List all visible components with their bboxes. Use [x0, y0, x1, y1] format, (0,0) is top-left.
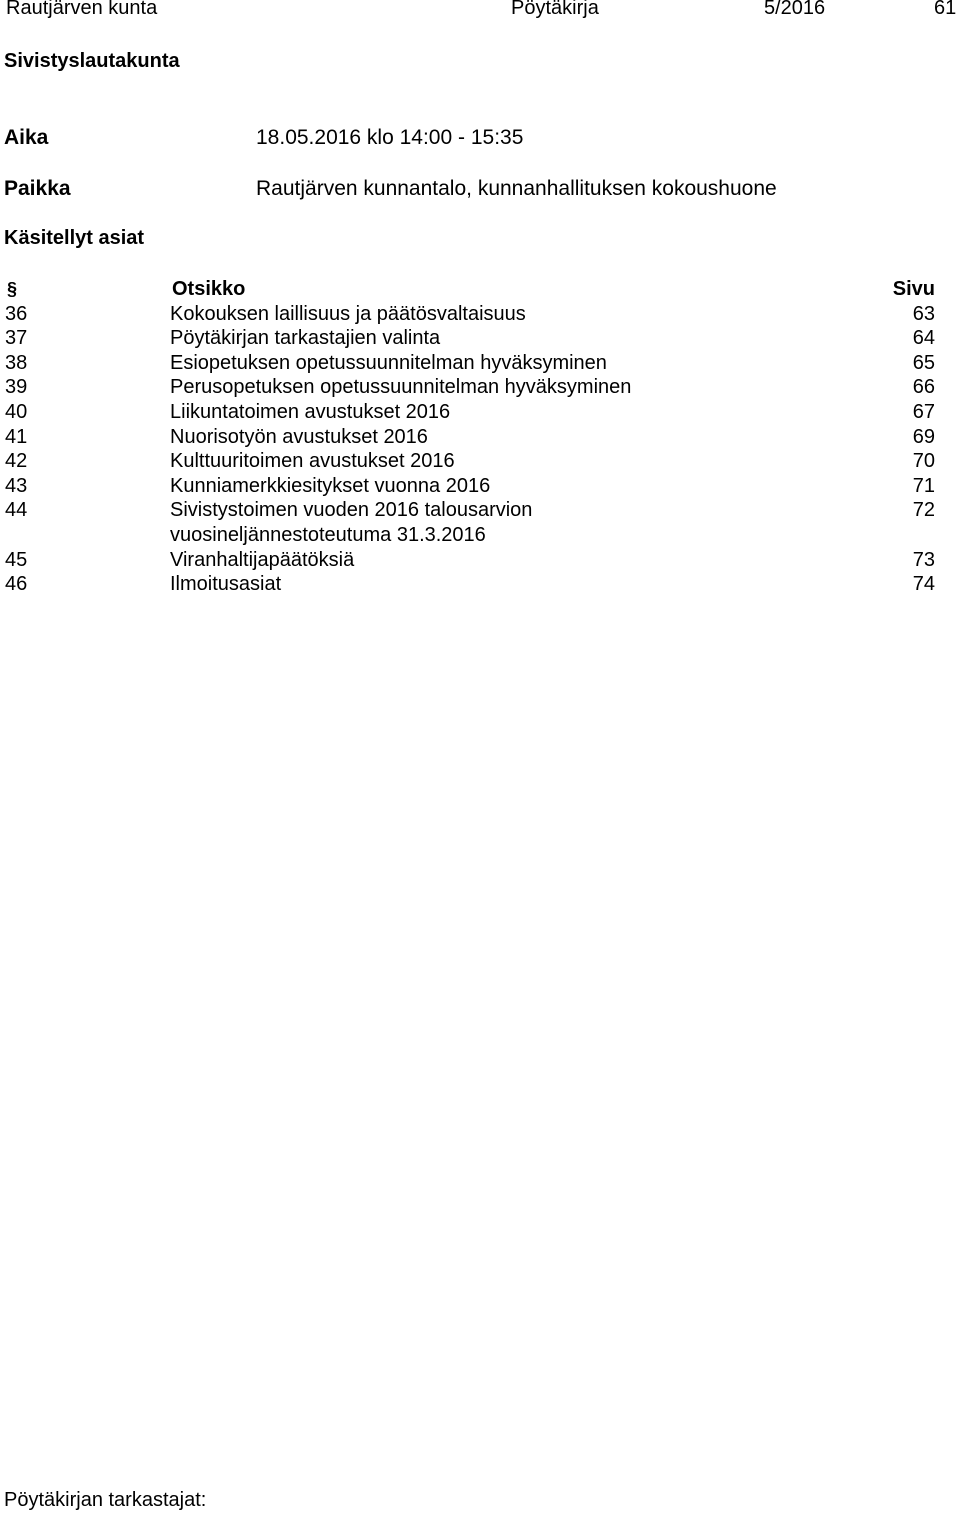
agenda-item-page: 67 — [912, 400, 935, 423]
agenda-item-page: 71 — [912, 474, 935, 497]
agenda-item-page: 69 — [912, 425, 935, 448]
agenda-item-number: 41 — [5, 425, 28, 448]
agenda-item — [5, 474, 935, 499]
agenda-item-page: 70 — [912, 450, 935, 473]
place-label: Paikka — [4, 177, 71, 200]
agenda-item-number: 40 — [5, 400, 28, 423]
agenda-item-title — [170, 572, 875, 597]
agenda-item — [5, 449, 935, 474]
agenda-item-title-line: Ilmoitusasiat — [170, 573, 282, 596]
place-value: Rautjärven kunnantalo, kunnanhallituksen kokoushuone — [256, 177, 777, 200]
agenda-item-page: 66 — [912, 376, 935, 399]
agenda-item-title — [170, 449, 875, 474]
agenda-item — [5, 548, 935, 573]
agenda-item-title — [170, 474, 875, 499]
agenda-item-title-line: Kulttuuritoimen avustukset 2016 — [170, 450, 455, 473]
agenda-item-number: 42 — [5, 450, 28, 473]
agenda-item-number: 44 — [5, 499, 28, 522]
agenda-item-title-line: Esiopetuksen opetussuunnitelman hyväksyminen — [170, 351, 607, 374]
body-name: Sivistyslautakunta — [4, 50, 180, 72]
agenda-item-page: 63 — [912, 302, 935, 325]
agenda-item — [5, 351, 935, 376]
agenda-header-row — [5, 277, 935, 302]
reviewers-label: Pöytäkirjan tarkastajat: — [4, 1489, 207, 1511]
agenda-table — [5, 277, 935, 597]
agenda-item-title-line: Pöytäkirjan tarkastajien valinta — [170, 327, 441, 350]
agenda-item-title-line: Perusopetuksen opetussuunnitelman hyväksyminen — [170, 376, 632, 399]
title-column-header: Otsikko — [172, 278, 246, 300]
agenda-item — [5, 326, 935, 351]
agenda-item-page: 73 — [912, 548, 935, 571]
agenda-item-title-line: Liikuntatoimen avustukset 2016 — [170, 400, 451, 423]
agenda-item-title-line: Nuorisotyön avustukset 2016 — [170, 425, 428, 448]
agenda-heading: Käsitellyt asiat — [4, 227, 145, 249]
agenda-item — [5, 425, 935, 450]
agenda-item-title — [170, 400, 875, 425]
agenda-item-title-line: Viranhaltijapäätöksiä — [170, 548, 355, 571]
header-doc-type: Pöytäkirja — [511, 0, 599, 19]
agenda-item-page: 74 — [912, 573, 935, 596]
agenda-item — [5, 498, 935, 547]
agenda-item — [5, 572, 935, 597]
time-label: Aika — [4, 126, 49, 149]
agenda-item-number: 39 — [5, 376, 28, 399]
agenda-item-title — [170, 326, 875, 351]
header-municipality: Rautjärven kunta — [6, 0, 158, 19]
agenda-item-title — [170, 498, 875, 547]
agenda-item-page: 64 — [912, 327, 935, 350]
time-value: 18.05.2016 klo 14:00 - 15:35 — [256, 126, 524, 149]
agenda-rows — [5, 302, 935, 597]
header-page-number: 61 — [934, 0, 957, 19]
agenda-item-number: 37 — [5, 327, 28, 350]
page-column-header: Sivu — [892, 278, 935, 300]
section-symbol: § — [7, 279, 18, 299]
agenda-item-title-continuation: vuosineljännestoteutuma 31.3.2016 — [170, 523, 486, 546]
header-doc-number: 5/2016 — [764, 0, 826, 19]
agenda-item-title-line: Kokouksen laillisuus ja päätösvaltaisuus — [170, 302, 526, 325]
agenda-item-title — [170, 425, 875, 450]
agenda-item-number: 43 — [5, 474, 28, 497]
agenda-item-title — [170, 351, 875, 376]
agenda-item — [5, 302, 935, 327]
agenda-item-title-line: Kunniamerkkiesitykset vuonna 2016 — [170, 474, 491, 497]
agenda-item-title — [170, 375, 875, 400]
agenda-item-number: 45 — [5, 548, 28, 571]
agenda-item-page: 72 — [912, 499, 935, 522]
agenda-item-title — [170, 548, 875, 573]
agenda-item-number: 38 — [5, 351, 28, 374]
agenda-item-title-line: Sivistystoimen vuoden 2016 talousarvion — [170, 499, 533, 522]
agenda-item — [5, 400, 935, 425]
agenda-item-page: 65 — [912, 351, 935, 374]
agenda-item-number: 36 — [5, 302, 28, 325]
agenda-item-number: 46 — [5, 573, 28, 596]
agenda-item-title — [170, 302, 875, 327]
agenda-item — [5, 375, 935, 400]
